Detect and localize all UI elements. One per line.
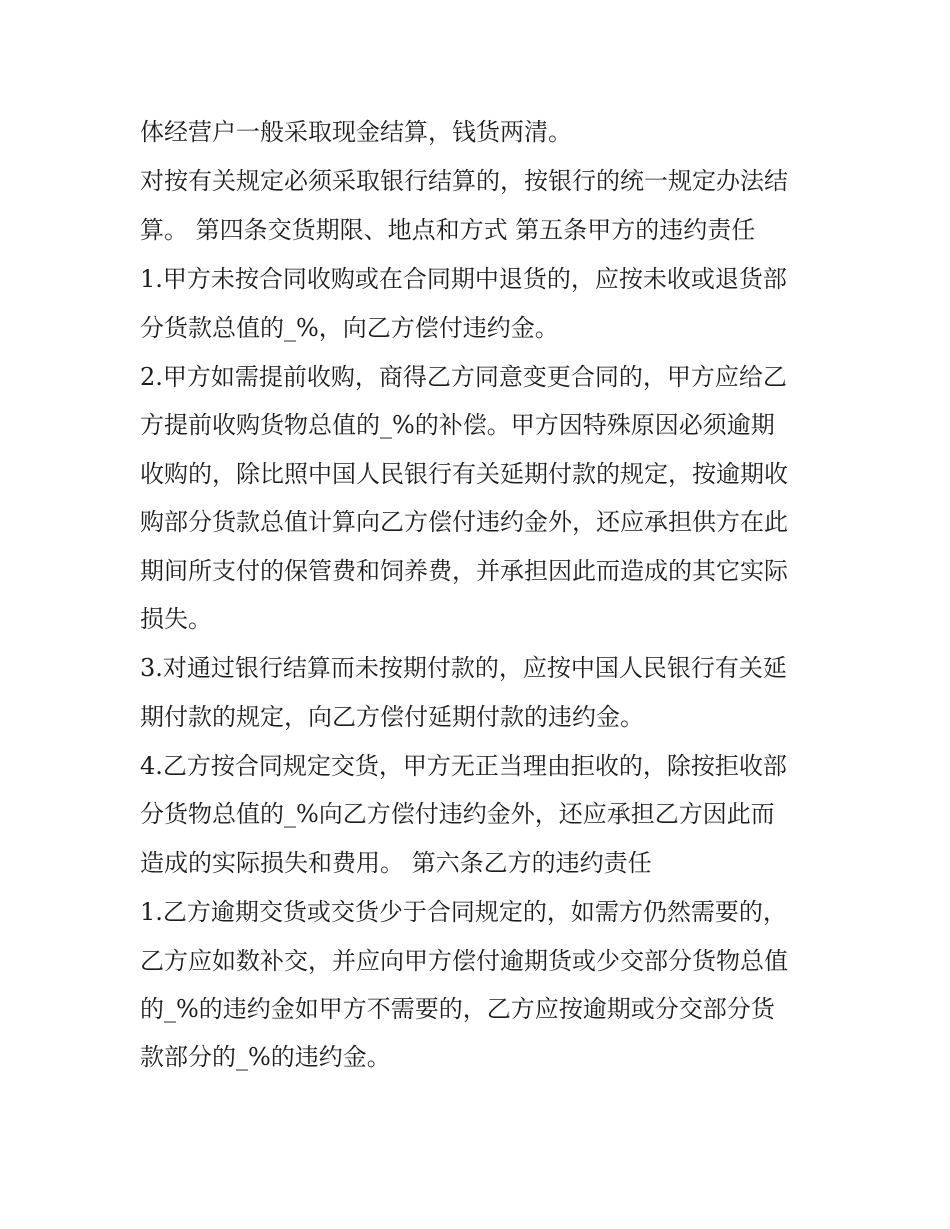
text-line: 4.乙方按合同规定交货，甲方无正当理由拒收的，除按拒收部 xyxy=(140,752,787,781)
text-line: 期间所支付的保管费和饲养费，并承担因此而造成的其它实际 xyxy=(140,556,788,585)
paragraph-clause-5-item-2 xyxy=(140,353,830,643)
text-line: 乙方应如数补交，并应向甲方偿付逾期货或少交部分货物总值 xyxy=(140,946,788,975)
text-line: 3.对通过银行结算而未按期付款的，应按中国人民银行有关延 xyxy=(140,654,787,683)
text-line: 造成的实际损失和费用。 第六条乙方的违约责任 xyxy=(140,848,652,877)
text-line: 损失。 xyxy=(140,604,212,633)
paragraph-clause-6-item-1 xyxy=(140,888,830,1082)
text-line: 对按有关规定必须采取银行结算的，按银行的统一规定办法结 xyxy=(140,167,788,196)
text-line: 购部分货款总值计算向乙方偿付违约金外，还应承担供方在此 xyxy=(140,508,788,537)
text-line: 1.乙方逾期交货或交货少于合同规定的，如需方仍然需要的， xyxy=(140,898,787,927)
paragraph-clause-5-item-4 xyxy=(140,742,830,887)
text-line: 收购的，除比照中国人民银行有关延期付款的规定，按逾期收 xyxy=(140,459,788,488)
text-line: 体经营户一般采取现金结算，钱货两清。 xyxy=(140,118,572,146)
text-line: 期付款的规定，向乙方偿付延期付款的违约金。 xyxy=(140,702,644,731)
text-line: 的_%的违约金如甲方不需要的，乙方应按逾期或分交部分货 xyxy=(140,995,775,1024)
text-line: 1.甲方未按合同收购或在合同期中退货的，应按未收或退货部 xyxy=(140,265,787,294)
text-line: 分货物总值的_%向乙方偿付违约金外，还应承担乙方因此而 xyxy=(140,800,775,829)
document-body xyxy=(140,108,830,1083)
paragraph-clause-5-item-3 xyxy=(140,644,830,741)
paragraph-bank-settlement xyxy=(140,157,830,254)
text-line: 款部分的_%的违约金。 xyxy=(140,1043,391,1072)
paragraph-clause-5-item-1 xyxy=(140,255,830,352)
text-line: 分货款总值的_%，向乙方偿付违约金。 xyxy=(140,313,559,342)
text-line: 2.甲方如需提前收购，商得乙方同意变更合同的，甲方应给乙 xyxy=(140,362,787,391)
text-line: 算。 第四条交货期限、地点和方式 第五条甲方的违约责任 xyxy=(140,215,756,244)
text-line: 方提前收购货物总值的_%的补偿。甲方因特殊原因必须逾期 xyxy=(140,411,775,440)
paragraph-settlement-cash xyxy=(140,108,830,156)
